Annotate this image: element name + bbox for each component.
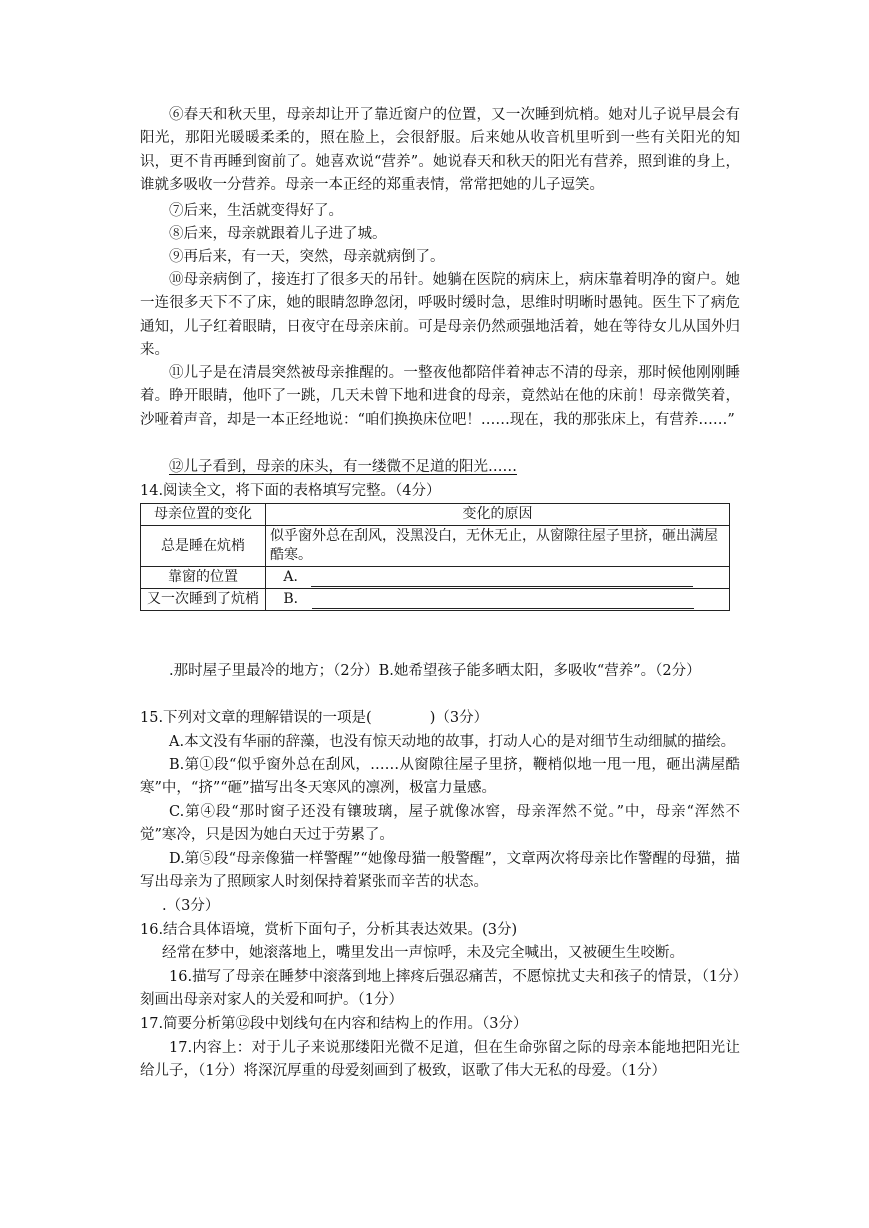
fill-in-line — [311, 572, 693, 587]
question-16-sentence: 经常在梦中，她滚落地上，嘴里发出一声惊呼，未及完全喊出，又被硬生生咬断。 — [162, 945, 684, 961]
position-change-table — [140, 503, 730, 611]
option-a: A.本文没有华丽的辞藻，也没有惊天动地的故事，打动人心的是对细节生动细腻的描绘。 — [169, 734, 736, 750]
table-row — [141, 589, 730, 611]
question-17-title: 17.简要分析第⑫段中划线句在内容和结构上的作用。（3分） — [140, 1016, 528, 1032]
question-15-title: 15.下列对文章的理解错误的一项是( )（3分） — [140, 710, 489, 726]
paragraph-9: ⑨再后来，有一天，突然，母亲就病倒了。 — [169, 249, 445, 265]
table-cell: 总是睡在炕梢 — [141, 526, 266, 567]
paragraph-10: ⑩母亲病倒了，接连打了很多天的吊针。她躺在医院的病床上，病床靠着明净的窗户。她一连很多天下不了床，她的眼睛忽睁忽闭，呼吸时缓时急，思维时明晰时愚钝。医生下了病危通知，儿子红着眼睛，日夜守在母亲床前。可是母亲仍然顽强地活着，她在等待女儿从国外归来。 — [140, 272, 740, 359]
paragraph-8: ⑧后来，母亲就跟着儿子进了城。 — [169, 226, 387, 242]
question-16-title: 16.结合具体语境，赏析下面句子，分析其表达效果。(3分) — [140, 922, 518, 938]
blank-label: A． — [283, 569, 308, 585]
question-17-answer: 17.内容上：对于儿子来说那缕阳光微不足道，但在生命弥留之际的母亲本能地把阳光让给儿子，（1分）将深沉厚重的母爱刻画到了极致，讴歌了伟大无私的母爱。（1分） — [140, 1040, 740, 1080]
table-cell: 又一次睡到了炕梢 — [141, 589, 266, 611]
blank-label: B． — [283, 591, 308, 607]
question-15-answer: .（3分） — [162, 898, 220, 914]
underlined-sentence: ⑫儿子看到，母亲的床头，有一缕微不足道的阳光…… — [169, 459, 517, 475]
table-cell: 似乎窗外总在刮风，没黑没白，无休无止，从窗隙往屋子里挤，砸出满屋酷寒。 — [266, 526, 730, 567]
question-16-answer: 16.描写了母亲在睡梦中滚落到地上摔疼后强忍痛苦，不愿惊扰丈夫和孩子的情景，（1分）刻画出母亲对家人的关爱和呵护。（1分） — [140, 969, 740, 1009]
table-cell-blank-a[interactable] — [266, 567, 730, 589]
table-header-cell: 变化的原因 — [266, 504, 730, 526]
question-14-title: 14.阅读全文，将下面的表格填写完整。（4分） — [140, 483, 441, 499]
option-d: D.第⑤段“母亲像猫一样警醒”“她像母猫一般警醒”，文章两次将母亲比作警醒的母猫，描写出母亲为了照顾家人时刻保持着紧张而辛苦的状态。 — [140, 851, 740, 891]
paragraph-7: ⑦后来，生活就变得好了。 — [169, 203, 343, 219]
fill-in-line — [312, 594, 694, 609]
table-row — [141, 567, 730, 589]
table-header-row — [141, 504, 730, 526]
table-row — [141, 526, 730, 567]
table-header-cell: 母亲位置的变化 — [141, 504, 266, 526]
option-c: C.第④段“那时窗子还没有镶玻璃，屋子就像冰窖，母亲浑然不觉。”中，母亲“浑然不觉”寒冷，只是因为她白天过于劳累了。 — [140, 804, 740, 844]
question-14-answer: .那时屋子里最冷的地方；（2分）B.她希望孩子能多晒太阳，多吸收“营养”。（2分） — [169, 663, 701, 679]
option-b: B.第①段“似乎窗外总在刮风，……从窗隙往屋子里挤，鞭梢似地一甩一甩，砸出满屋酷寒”中，“挤”“砸”描写出冬天寒风的凛冽，极富力量感。 — [140, 757, 740, 797]
paragraph-6: ⑥春天和秋天里，母亲却让开了靠近窗户的位置，又一次睡到炕梢。她对儿子说早晨会有阳光，那阳光暖暖柔柔的，照在脸上，会很舒服。后来她从收音机里听到一些有关阳光的知识，更不肯再睡到窗前了。她喜欢说“营养”。她说春天和秋天的阳光有营养，照到谁的身上，谁就多吸收一分营养。母亲一本正经的郑重表情，常常把她的儿子逗笑。 — [140, 107, 740, 194]
paragraph-12 — [140, 456, 740, 479]
table-cell: 靠窗的位置 — [141, 567, 266, 589]
paragraph-11: ⑪儿子是在清晨突然被母亲推醒的。一整夜他都陪伴着神志不清的母亲，那时候他刚刚睡着。睁开眼睛，他吓了一跳，几天未曾下地和进食的母亲，竟然站在他的床前！母亲微笑着，沙哑着声音，却是一本正经地说：“咱们换换床位吧！……现在，我的那张床上，有营养……” — [140, 365, 740, 428]
table-cell-blank-b[interactable] — [266, 589, 730, 611]
